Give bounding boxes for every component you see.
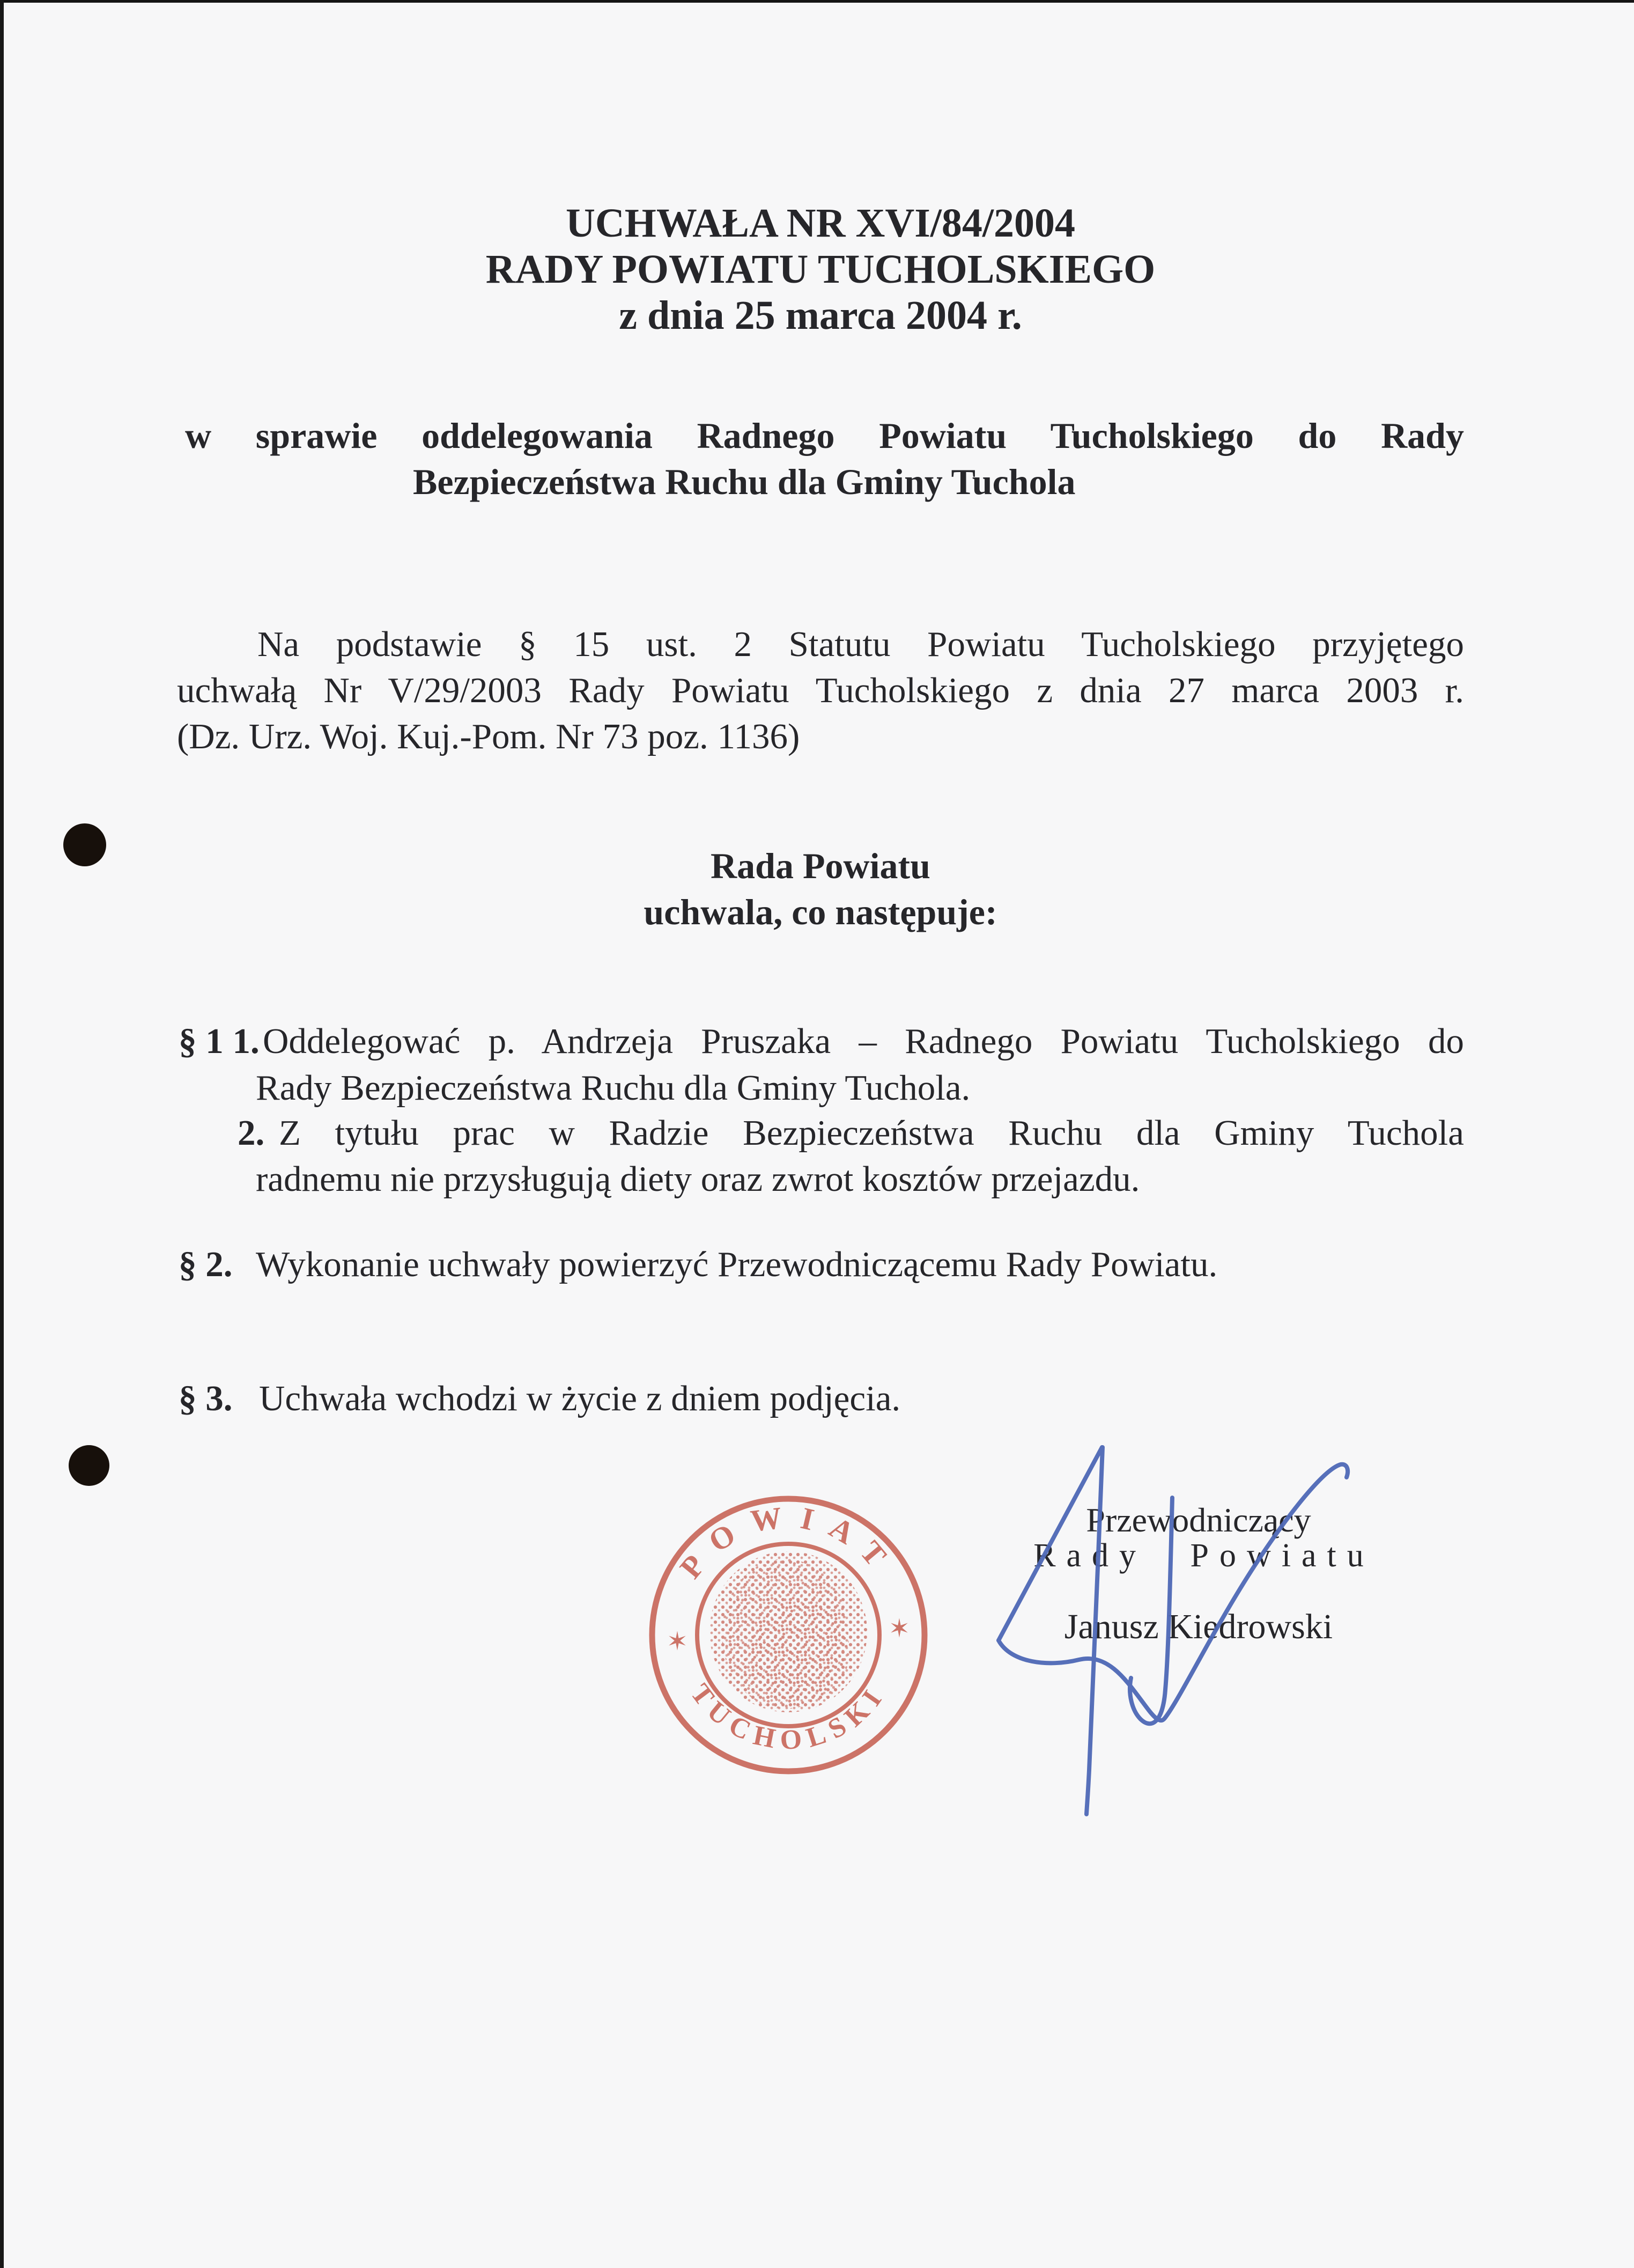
section-2-text: Wykonanie uchwały powierzyć Przewodniczącemu Rady Powiatu. [256,1245,1218,1284]
signature-stroke [1086,1447,1103,1814]
stamp-star-right-icon: ✶ [888,1615,911,1643]
legal-basis-line-3: (Dz. Urz. Woj. Kuj.-Pom. Nr 73 poz. 1136) [177,717,800,756]
section-1-2-marker: 2. [238,1113,265,1153]
stamp-eagle-emblem [709,1551,867,1712]
section-1-2-line-2: radnemu nie przysługują diety oraz zwrot kosztów przejazdu. [256,1159,1140,1199]
hole-punch-dot [63,823,106,866]
scan-edge-top [0,0,1634,3]
official-stamp [644,1490,933,1780]
enacting-line-2: uchwala, co następuje: [644,892,997,932]
section-1-line-2: Rady Bezpieczeństwa Ruchu dla Gminy Tuchola. [256,1068,971,1108]
enacting-line-1: Rada Powiatu [711,845,930,886]
signature-ink [938,1395,1421,1877]
signature-role-line-2: Rady Powiatu [1033,1537,1374,1574]
signature-stroke [1130,1498,1172,1724]
subject-line-1: w sprawie oddelegowania Radnego Powiatu Tucholskiego do Rady [185,415,1464,456]
stamp-star-left-icon: ✶ [666,1628,689,1656]
title-line-3: z dnia 25 marca 2004 r. [619,293,1022,338]
signature-name: Janusz Kiedrowski [1064,1607,1333,1646]
section-1-2-line-1: Z tytułu prac w Radzie Bezpieczeństwa Ruchu dla Gminy Tuchola [279,1113,1464,1153]
signature-role-line-1: Przewodniczący [1086,1501,1311,1539]
section-1-marker: § 1 1. [179,1021,260,1061]
signature-stroke [999,1447,1102,1640]
subject-line-2: Bezpieczeństwa Ruchu dla Gminy Tuchola [413,461,1076,502]
section-2-marker: § 2. [179,1245,233,1284]
scan-edge-left [0,0,4,2268]
legal-basis-line-2: uchwałą Nr V/29/2003 Rady Powiatu Tucholskiego z dnia 27 marca 2003 r. [177,671,1464,710]
section-3-marker: § 3. [179,1379,233,1418]
title-line-1: UCHWAŁA NR XVI/84/2004 [565,201,1076,246]
stamp-arc-bottom-text: TUCHOLSKI [684,1678,892,1756]
stamp-arc-top-text: POWIAT [672,1498,904,1585]
section-3-text: Uchwała wchodzi w życie z dniem podjęcia. [259,1379,901,1418]
legal-basis-line-1: Na podstawie § 15 ust. 2 Statutu Powiatu Tucholskiego przyjętego [257,624,1464,664]
title-line-2: RADY POWIATU TUCHOLSKIEGO [485,247,1156,292]
section-1-line-1: Oddelegować p. Andrzeja Pruszaka – Radnego Powiatu Tucholskiego do [263,1021,1464,1061]
hole-punch-dot [69,1445,109,1486]
